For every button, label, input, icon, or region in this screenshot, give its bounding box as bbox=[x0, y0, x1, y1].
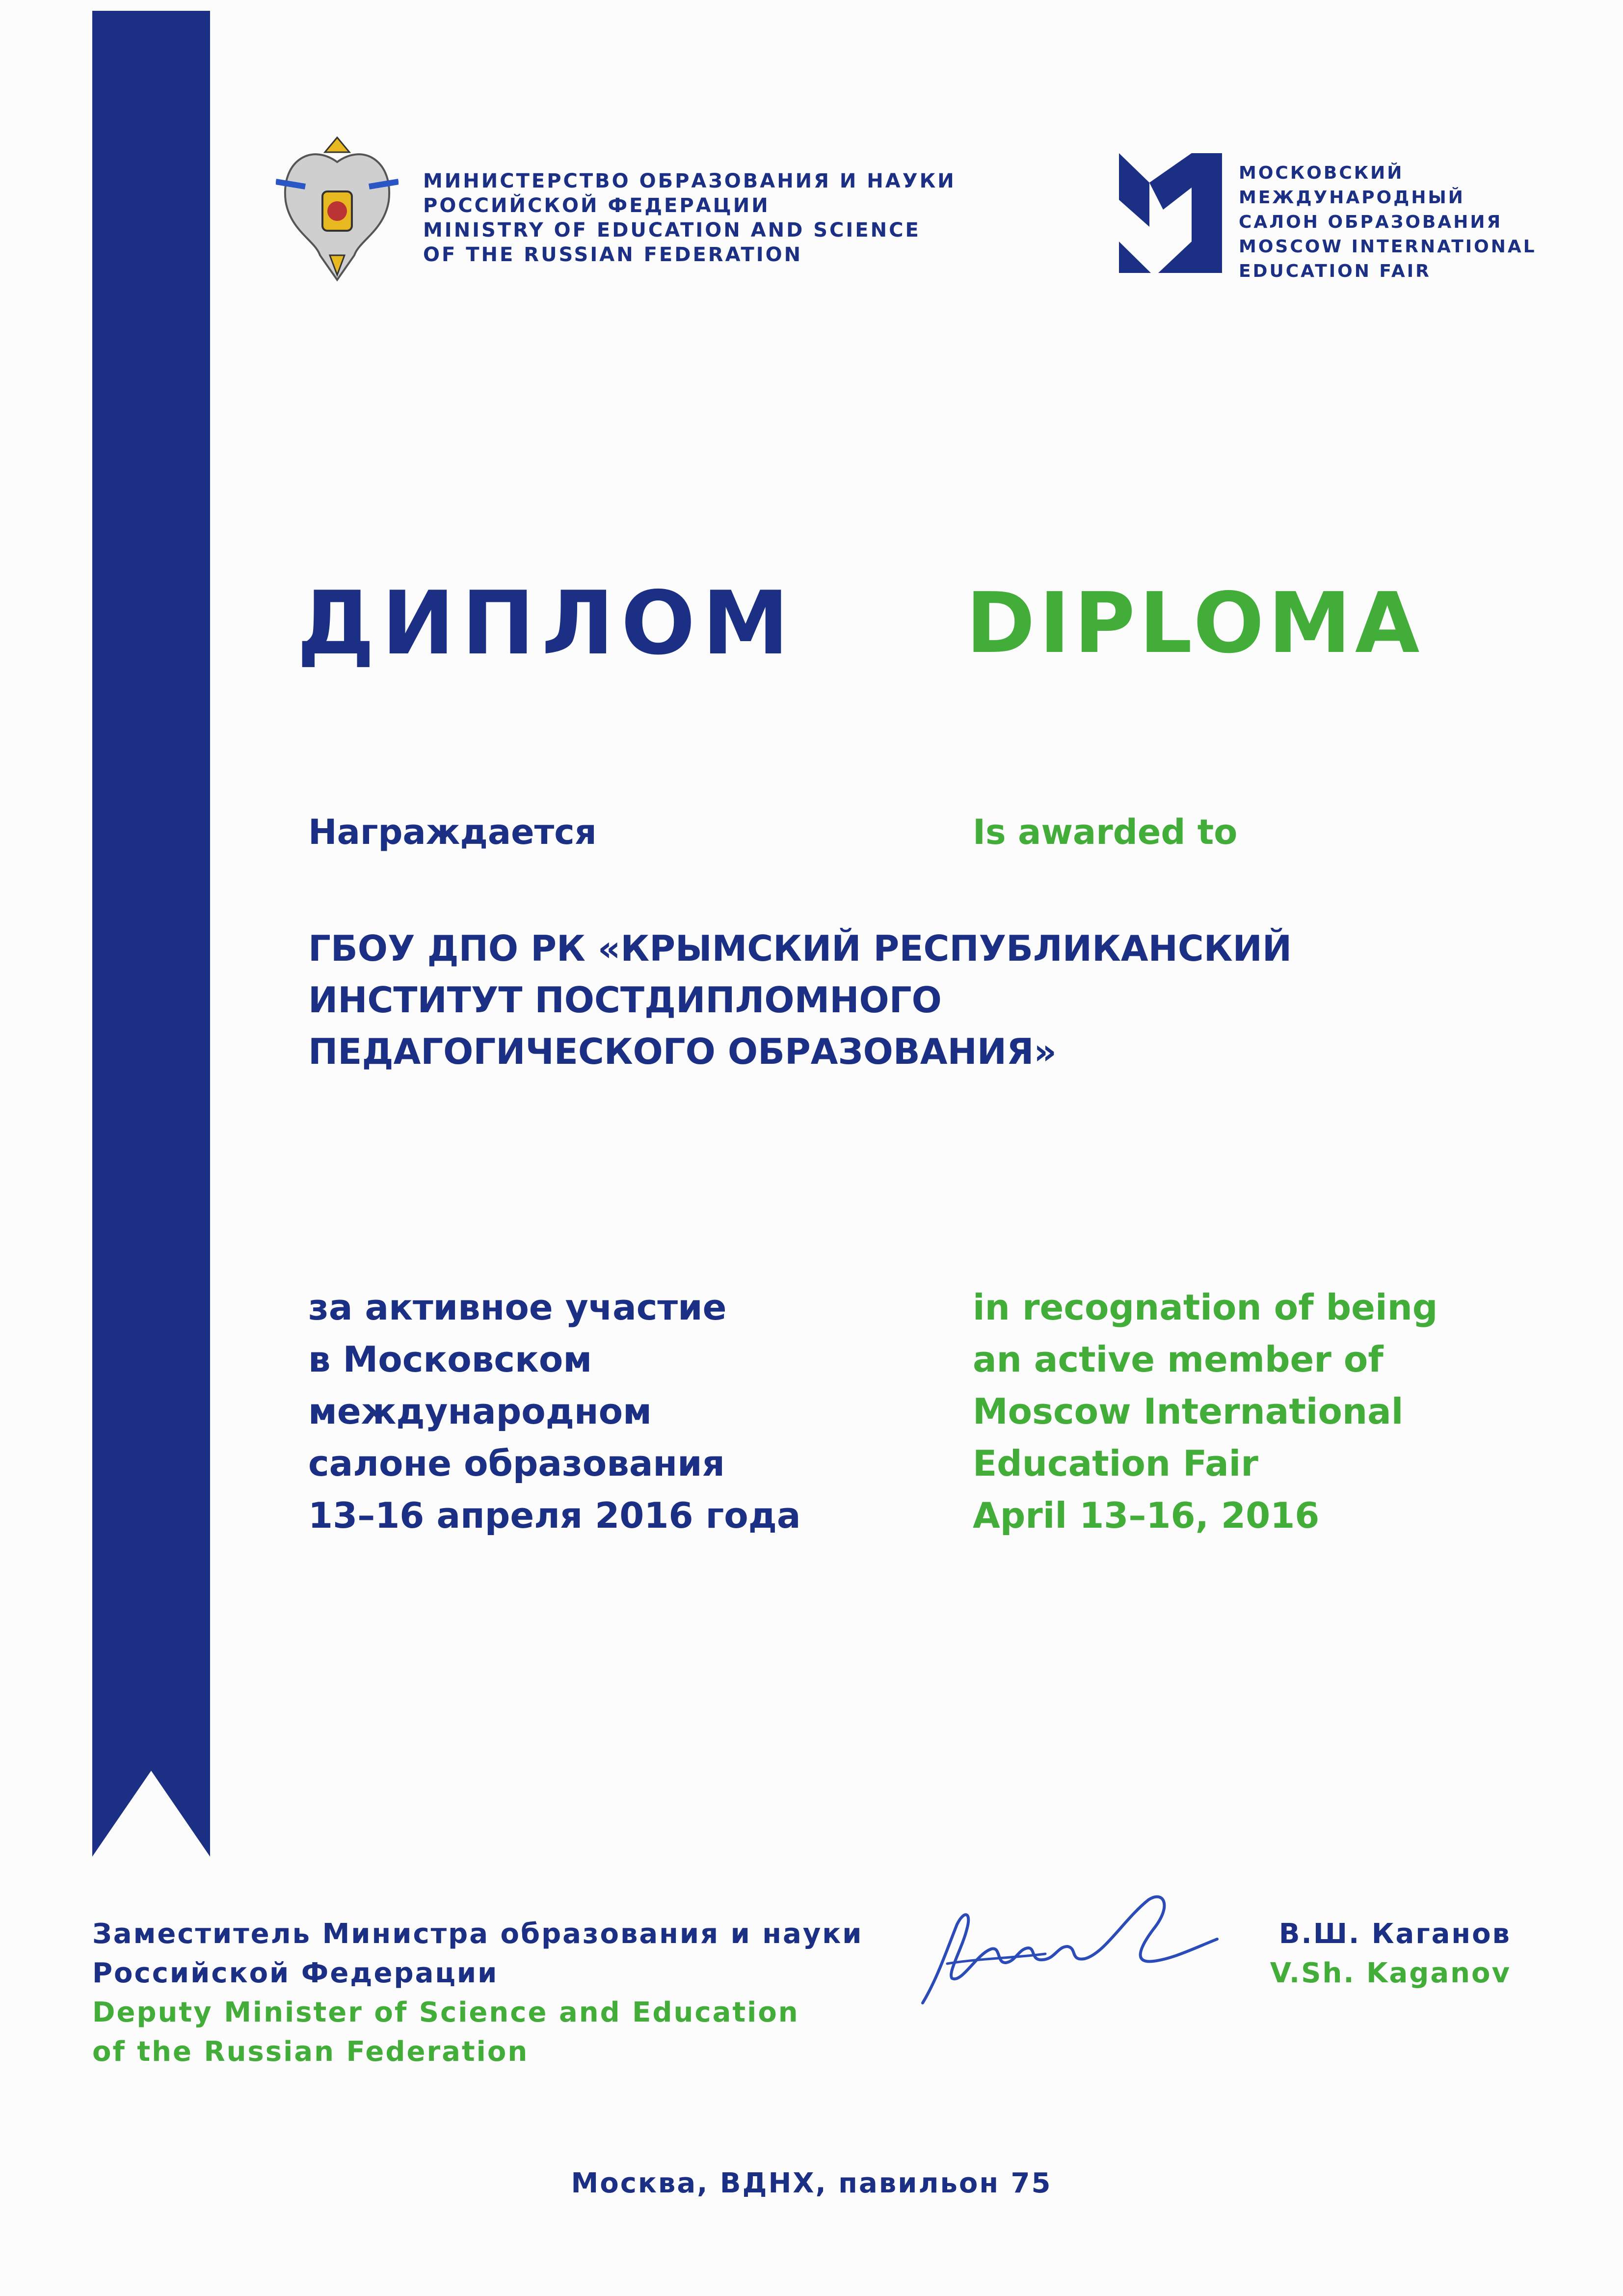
reason-line: в Московском bbox=[308, 1339, 592, 1380]
reason-en bbox=[973, 1281, 1437, 1541]
signer-title bbox=[92, 1915, 863, 2072]
ministry-emblem-icon bbox=[276, 133, 399, 285]
recipient-line: ГБОУ ДПО РК «КРЫМСКИЙ РЕСПУБЛИКАНСКИЙ bbox=[308, 928, 1292, 969]
fair-line: МОСКОВСКИЙ bbox=[1239, 163, 1404, 183]
reason-line: in recognation of being bbox=[973, 1287, 1438, 1328]
recipient-line: ПЕДАГОГИЧЕСКОГО ОБРАЗОВАНИЯ» bbox=[308, 1031, 1057, 1072]
reason-line: an active member of bbox=[973, 1339, 1384, 1380]
ministry-line: МИНИСТЕРСТВО ОБРАЗОВАНИЯ И НАУКИ bbox=[423, 170, 956, 192]
signer-name-ru: В.Ш. Каганов bbox=[1278, 1918, 1511, 1950]
signer-title-line: Заместитель Министра образования и науки bbox=[92, 1918, 863, 1950]
reason-line: Education Fair bbox=[973, 1443, 1258, 1484]
fair-line: САЛОН ОБРАЗОВАНИЯ bbox=[1239, 212, 1503, 232]
diploma-title-en: DIPLOMA bbox=[966, 575, 1424, 672]
ministry-line: РОССИЙСКОЙ ФЕДЕРАЦИИ bbox=[423, 194, 770, 217]
diploma-title-ru: ДИПЛОМ bbox=[297, 572, 796, 674]
reason-line: 13–16 апреля 2016 года bbox=[308, 1495, 801, 1536]
reason-line: салоне образования bbox=[308, 1443, 725, 1484]
handwritten-signature bbox=[918, 1890, 1222, 2008]
fair-line: MOSCOW INTERNATIONAL bbox=[1239, 237, 1537, 257]
signer-title-line: of the Russian Federation bbox=[92, 2036, 529, 2068]
recipient-line: ИНСТИТУТ ПОСТДИПЛОМНОГО bbox=[308, 979, 942, 1021]
reason-line: международном bbox=[308, 1391, 652, 1432]
signer-name-en: V.Sh. Kaganov bbox=[1270, 1957, 1511, 1989]
ministry-line: OF THE RUSSIAN FEDERATION bbox=[423, 243, 803, 266]
awarded-label-en: Is awarded to bbox=[973, 812, 1238, 852]
recipient-name bbox=[308, 923, 1292, 1078]
reason-ru bbox=[308, 1281, 800, 1541]
signer-name bbox=[1270, 1915, 1511, 1993]
awarded-label-ru: Награждается bbox=[308, 812, 597, 852]
ministry-name bbox=[423, 169, 956, 267]
signer-title-line: Deputy Minister of Science and Education bbox=[92, 1997, 799, 2028]
fair-line: EDUCATION FAIR bbox=[1239, 261, 1431, 281]
education-fair-name bbox=[1239, 161, 1537, 284]
reason-line: Moscow International bbox=[973, 1391, 1404, 1432]
fair-line: МЕЖДУНАРОДНЫЙ bbox=[1239, 188, 1465, 208]
reason-line: за активное участие bbox=[308, 1287, 727, 1328]
ministry-line: MINISTRY OF EDUCATION AND SCIENCE bbox=[423, 219, 921, 242]
reason-line: April 13–16, 2016 bbox=[973, 1495, 1320, 1536]
blue-ribbon bbox=[92, 11, 210, 1857]
signer-title-line: Российской Федерации bbox=[92, 1957, 499, 1989]
education-fair-logo-icon bbox=[1119, 153, 1222, 273]
location-footer: Москва, ВДНХ, павильон 75 bbox=[571, 2167, 1052, 2199]
